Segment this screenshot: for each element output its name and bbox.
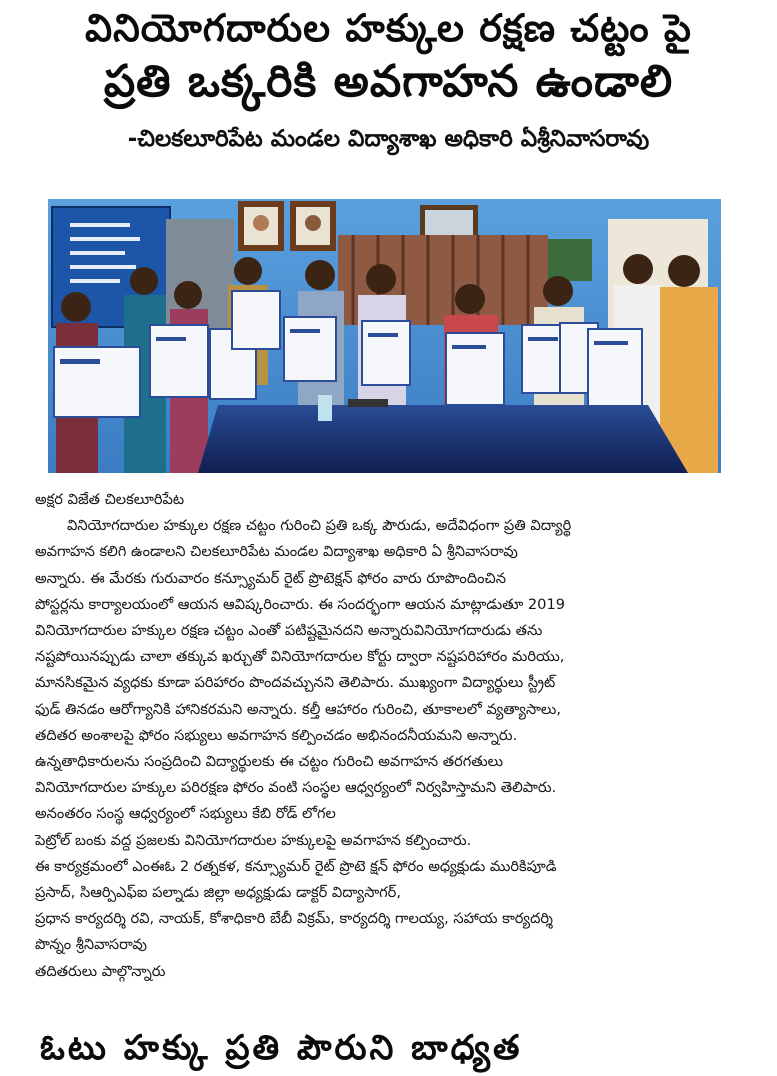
article-line: ఉన్నతాధికారులను సంప్రదించి విద్యార్థులకు ఈ చట్టం గురించి అవగాహన తరగతులు: [35, 753, 504, 771]
shield-plaque: [548, 239, 592, 281]
article-line: ప్రసాద్, సిఆర్పిఎఫ్ఐ పల్నాడు జిల్లా అధ్యక్షుడు డాక్టర్ విద్యాసాగర్,: [35, 884, 401, 902]
article-line: అన్నారు. ఈ మేరకు గురువారం కన్స్యూమర్ రైట్ ప్రొటెక్షన్ ఫోరం వారు రూపొందించిన: [35, 569, 506, 587]
table: [198, 405, 688, 473]
article-line: తదితరులు పాల్గొన్నారు: [35, 962, 166, 980]
article-line: మానసికమైన వ్యధకు కూడా పరిహారం పొందవచ్చునని తెలిపారు. ముఖ్యంగా విద్యార్థులు స్ట్రీట్: [35, 674, 556, 692]
headline-line-1: వినియోగదారుల హక్కుల రక్షణ చట్టం పై: [85, 6, 692, 50]
article-line: ఈ కార్యక్రమంలో ఎంఈఓ 2 రత్నకళ, కన్స్యూమర్ రైట్ ప్రొటె క్షన్ ఫోరం అధ్యక్షుడు మురికిపూడి: [35, 857, 557, 875]
article-line: నష్టపోయినప్పుడు చాలా తక్కువ ఖర్చుతో వినియోగదారుల కోర్టు ద్వారా నష్టపరిహారం మరియు,: [35, 648, 565, 666]
group-photo-illustration: [48, 199, 721, 473]
article-line: ఫుడ్ తినడం ఆరోగ్యానికి హానికరమని అన్నారు. కల్తీ ఆహారం గురించి, తూకాలలో వ్యత్యాసాలు,: [35, 700, 561, 718]
article-line: వినియోగదారుల హక్కుల రక్షణ చట్టం గురించి ప్రతి ఒక్క పౌరుడు, అదేవిధంగా ప్రతి విద్యార్థి: [67, 517, 572, 535]
article-line: అవగాహన కలిగి ఉండాలని చిలకలూరిపేట మండల విద్యాశాఖ అధికారి ఏ శ్రీనివాసరావు: [35, 543, 518, 561]
next-article-headline: ఓటు హక్కు ప్రతి పౌరుని బాధ్యత: [40, 1028, 523, 1068]
headline-line-2: ప్రతి ఒక్కరికి అవగాహన ఉండాలి: [103, 56, 674, 107]
article-line: తదితర అంశాలపై ఫోరం సభ్యులు అవగాహన కల్పించడం అభినందనీయమని అన్నారు.: [35, 726, 518, 744]
article-line: ప్రధాన కార్యదర్శి రవి, నాయక్, కోశాధికారి బేబీ విక్రమ్, కార్యదర్శి గాలయ్య, సహాయ కార్యదర్శి: [35, 910, 553, 928]
article-line: పోస్టర్లను కార్యాలయంలో ఆయన ఆవిష్కరించారు. ఈ సందర్భంగా ఆయన మాట్లాడుతూ 2019: [35, 595, 566, 613]
article-line: అనంతరం సంస్థ ఆధ్వర్యంలో సభ్యులు కేబి రోడ్ లోగల: [35, 805, 336, 823]
article-dateline: అక్షర విజేత చిలకలూరిపేట: [35, 491, 185, 508]
article-line: వినియోగదారుల హక్కుల రక్షణ చట్టం ఎంతో పటిష్టమైనదని అన్నారువినియోగదారుడు తను: [35, 622, 543, 640]
article-line: వినియోగదారుల హక్కుల పరిరక్షణ ఫోరం వంటి సంస్థల ఆధ్వర్యంలో నిర్వహిస్తామని తెలిపారు.: [35, 779, 557, 797]
phone: [348, 399, 388, 407]
water-bottle: [318, 395, 332, 421]
news-photo: [48, 199, 721, 473]
next-article-headline-strip: [0, 1028, 777, 1068]
article-line: పొన్నం శ్రీనివాసరావు: [35, 936, 147, 954]
byline: -చిలకలూరిపేట మండల విద్యాశాఖ అధికారి ఏశ్రీనివాసరావు: [127, 126, 650, 152]
article-line: పెట్రోల్ బంకు వద్ద ప్రజలకు వినియోగదారుల హక్కులపై అవగాహన కల్పించారు.: [35, 831, 472, 849]
article-body: [35, 487, 740, 985]
